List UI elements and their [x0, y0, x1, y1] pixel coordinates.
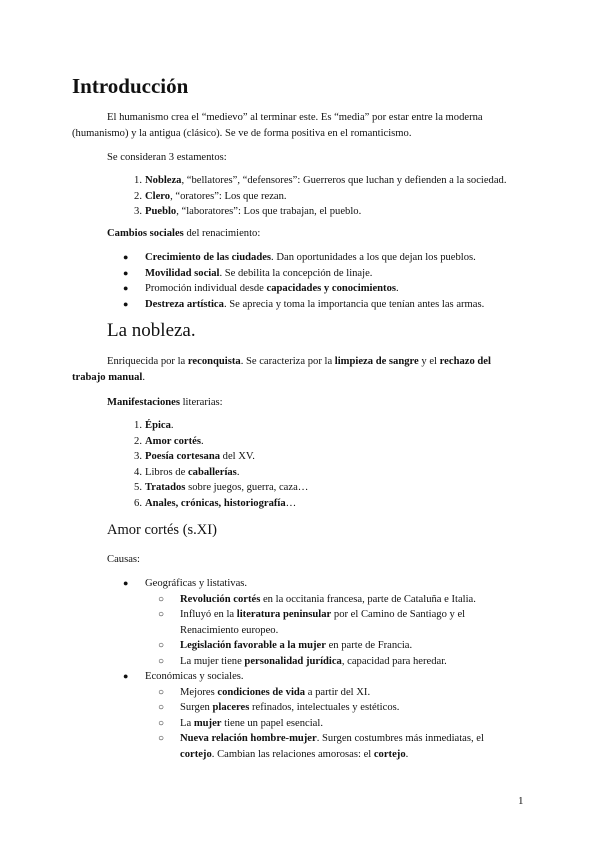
list-item: 4. Libros de caballerías. — [134, 466, 240, 478]
list-item: ○ Nueva relación hombre-mujer. Surgen costumbres más inmediatas, el cortejo. Cambian las relaciones amorosas: el cortejo. — [158, 733, 484, 760]
list-item: ○ La mujer tiene personalidad jurídica, capacidad para heredar. — [158, 655, 447, 667]
list-item: 3. Pueblo, “laboratores”: Los que trabajan, el pueblo. — [134, 206, 362, 217]
list-item: ○ Legislación favorable a la mujer en parte de Francia. — [158, 640, 413, 651]
causas-list — [123, 576, 530, 762]
causas-label: Causas: — [107, 554, 140, 565]
list-item: 1. Épica. — [134, 420, 174, 431]
manifestaciones-heading: Manifestaciones literarias: — [107, 397, 223, 408]
list-item: ● Movilidad social. Se debilita la concepción de linaje. — [123, 267, 373, 279]
section-title-nobleza: La nobleza. — [107, 320, 196, 341]
list-item: ● Destreza artística. Se aprecia y toma la importancia que tenían antes las armas. — [123, 298, 485, 310]
intro-paragraph — [72, 110, 527, 141]
intro-line-1: El humanismo crea el “medievo” al terminar este. Es “media” por estar entre la moderna — [107, 112, 483, 123]
eco-sublist — [158, 685, 530, 763]
list-item: 5. Tratados sobre juegos, guerra, caza… — [134, 482, 309, 493]
section-title-amor-cortes: Amor cortés (s.XI) — [107, 522, 217, 538]
geo-sublist — [158, 592, 530, 670]
list-item: ○ Revolución cortés en la occitania francesa, parte de Cataluña e Italia. — [158, 593, 476, 605]
page-number: 1 — [518, 795, 524, 807]
list-item: ● Crecimiento de las ciudades. Dan oportunidades a los que dejan los pueblos. — [123, 252, 476, 263]
list-item: 3. Poesía cortesana del XV. — [134, 451, 255, 462]
list-item: ○ Mejores condiciones de vida a partir del XI. — [158, 686, 371, 698]
list-item: ● Económicas y sociales. ○ Mejores condiciones de vida a partir del XI. ○ Surgen placeres refinados, intelectuales y estéticos. ○ La mujer tiene un papel esencial. ○ Nueva relación hombre-mujer. Surgen costumbres más inmediatas, el cortejo. Cambian las relaciones amorosas: el cortejo. — [145, 669, 530, 762]
intro-line-2: (humanismo) y la antigua (clásico). Se ve de forma positiva en el romanticismo. — [72, 127, 412, 139]
estamentos-list — [134, 173, 507, 220]
cambios-list — [123, 250, 485, 312]
list-item: 2. Clero, “oratores”: Los que rezan. — [134, 190, 287, 202]
list-item: ● Geográficas y listativas. ○ Revolución cortés en la occitania francesa, parte de Cataluña e Italia. ○ Influyó en la literatura peninsular por el Camino de Santiago y el Renacimiento europeo. ○ Legislación favorable a la mujer en parte de Francia. ○ La mujer tiene personalidad jurídica, capacidad para heredar. — [145, 576, 530, 669]
estamentos-intro: Se consideran 3 estamentos: — [107, 152, 227, 163]
list-item: ● Promoción individual desde capacidades y conocimientos. — [123, 283, 399, 294]
nobleza-paragraph: Enriquecida por la reconquista. Se caracteriza por la limpieza de sangre y el rechazo del trabajo manual. — [72, 356, 491, 383]
list-item: 1. Nobleza, “bellatores”, “defensores”: Guerreros que luchan y defienden a la sociedad. — [134, 175, 507, 186]
list-item: 6. Anales, crónicas, historiografía… — [134, 497, 297, 509]
page-title: Introducción — [72, 74, 189, 98]
manifestaciones-list — [134, 418, 309, 511]
list-item: ○ Influyó en la literatura peninsular por el Camino de Santiago y el Renacimiento europeo. — [158, 609, 466, 636]
cambios-heading: Cambios sociales del renacimiento: — [107, 228, 261, 239]
list-item: 2. Amor cortés. — [134, 435, 204, 447]
list-item: ○ La mujer tiene un papel esencial. — [158, 717, 323, 729]
list-item: ○ Surgen placeres refinados, intelectuales y estéticos. — [158, 702, 400, 713]
